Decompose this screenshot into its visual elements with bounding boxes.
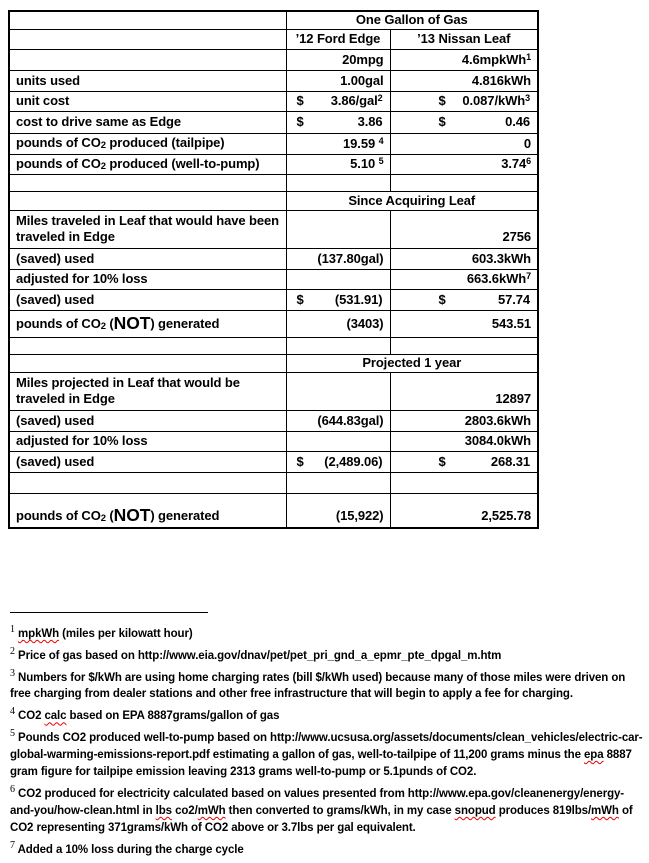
sub-text: 2 — [100, 140, 106, 152]
cell-value — [446, 114, 531, 130]
row-label — [9, 248, 286, 269]
footnote-text: then converted to grams/kWh, in my case — [225, 804, 455, 817]
table-cell — [286, 337, 390, 354]
table-cell — [286, 154, 390, 174]
footnote-5 — [10, 725, 644, 781]
cell-text: ) generated — [150, 315, 220, 331]
footnote-1 — [10, 621, 644, 643]
row-co2-not-generated — [9, 310, 538, 337]
footnote-2 — [10, 643, 644, 665]
table-cell — [390, 493, 538, 528]
footnote-text: based on EPA 8887grams/gallon of gas — [66, 710, 280, 723]
cell-text: produced (tailpipe) — [105, 135, 225, 151]
cell-text: Since Acquiring Leaf — [348, 192, 476, 208]
table-cell — [390, 49, 538, 70]
table-cell — [286, 269, 390, 289]
cell-text: 1.00gal — [340, 72, 384, 88]
comparison-table-wrap — [8, 10, 539, 529]
table-cell — [390, 451, 538, 472]
cell-text: 2803.6kWh — [464, 412, 531, 428]
sup-text: 6 — [526, 156, 531, 167]
currency-symbol: $ — [296, 93, 304, 109]
footnote-marker: 1 — [10, 624, 15, 635]
table-cell — [286, 210, 390, 248]
cell-text: Projected 1 year — [362, 355, 462, 371]
sub-text: 2 — [100, 160, 106, 172]
cell-text: 4.6mpkWh — [461, 51, 527, 67]
col-header-ford-edge — [286, 29, 390, 49]
footnote-marker: 6 — [10, 784, 15, 796]
footnote-text: Added a 10% loss during the charge cycle — [17, 843, 244, 856]
cell-text: 12897 — [495, 390, 531, 406]
table-cell — [286, 174, 390, 191]
table-cell — [286, 70, 390, 91]
cell-text: adjusted for 10% loss — [16, 433, 148, 449]
table-cell — [286, 431, 390, 451]
cell-text: 2756 — [502, 228, 531, 244]
table-cell — [286, 133, 390, 154]
table-cell — [390, 269, 538, 289]
table-cell — [390, 133, 538, 154]
section-header-since-acquiring — [286, 191, 538, 210]
row-spacer — [9, 472, 538, 493]
cell-text: (saved) used — [16, 412, 95, 428]
sup-text: 3 — [525, 93, 530, 104]
row-label — [9, 410, 286, 431]
table-cell — [390, 210, 538, 248]
row-label — [9, 451, 286, 472]
table-cell — [286, 451, 390, 472]
table-cell — [9, 29, 286, 49]
cell-text: 20mpg — [342, 51, 384, 67]
table-cell — [286, 248, 390, 269]
cell-text: ’13 Nissan Leaf — [417, 31, 511, 47]
footnote-text: 8887 gram figure for tailpipe emission leaving 2313 grams well-to-pump or 5.1punds of CO2. — [10, 749, 632, 779]
cell-text: (saved) used — [16, 250, 95, 266]
table-cell — [286, 310, 390, 337]
cell-text: Miles traveled in Leaf that would have been traveled in Edge — [16, 213, 279, 244]
row-label — [9, 111, 286, 133]
sup-text: 7 — [526, 271, 531, 282]
table-cell — [390, 174, 538, 191]
cell-text: pounds of CO — [16, 155, 101, 171]
footnote-marker: 4 — [10, 706, 15, 718]
sup-text: 5 — [378, 156, 384, 167]
row-co2-not-generated-projected — [9, 493, 538, 528]
footnote-marker: 7 — [10, 839, 15, 851]
row-spacer — [9, 174, 538, 191]
footnote-text: Price of gas based on http://www.eia.gov/dnav/pet/pet_pri_gnd_a_epmr_pte_dpgal_m.htm — [18, 649, 502, 662]
cell-text: 603.3kWh — [471, 250, 531, 266]
table-cell — [390, 472, 538, 493]
big-text: NOT — [113, 312, 151, 333]
footnote-text: (miles per kilowatt hour) — [59, 627, 193, 640]
cell-text: cost to drive same as Edge — [16, 114, 182, 130]
currency-symbol: $ — [296, 453, 304, 469]
cell-text: (15,922) — [335, 508, 384, 524]
sub-text: 2 — [100, 320, 106, 332]
cell-text: (644.83gal) — [317, 412, 384, 428]
misspelled-word: lbs — [155, 804, 172, 817]
currency-symbol: $ — [296, 291, 304, 307]
row-miles-projected — [9, 372, 538, 410]
table-cell — [390, 154, 538, 174]
cell-text: 4.816kWh — [471, 72, 531, 88]
row-header-one-gallon — [9, 11, 538, 29]
cell-text: 268.31 — [490, 453, 530, 469]
row-efficiency — [9, 49, 538, 70]
table-cell — [9, 49, 286, 70]
row-label — [9, 431, 286, 451]
cell-text: ( — [105, 315, 114, 331]
footnote-4 — [10, 703, 644, 725]
cell-text: 3084.0kWh — [464, 433, 531, 449]
cell-text: 0.087/kWh — [462, 93, 526, 109]
footnote-marker: 5 — [10, 728, 15, 740]
footnote-text: Pounds CO2 produced well-to-pump based on http://www.ucsusa.org/assets/documents/clean_vehicles/electric-car-global-warming-emissions-report.pdf estimating a gallon of gas, well-to-tailpipe of 11,200 grams minus the — [10, 732, 643, 762]
row-vehicle-names — [9, 29, 538, 49]
table-cell — [286, 493, 390, 528]
currency-symbol: $ — [438, 453, 446, 469]
table-cell — [390, 91, 538, 111]
cell-text: units used — [16, 72, 81, 88]
row-label — [9, 372, 286, 410]
cell-text: (3403) — [346, 315, 384, 331]
row-unit-cost — [9, 91, 538, 111]
footnote-text: CO2 produced for electricity calculated based on values presented from http://www.epa.gov/cleanenergy/energy-and-you/how-clean.html in — [10, 787, 625, 817]
footnote-marker: 2 — [10, 645, 15, 657]
sup-text: 1 — [526, 51, 531, 62]
row-miles-traveled — [9, 210, 538, 248]
row-label — [9, 310, 286, 337]
cell-text: unit cost — [16, 93, 70, 109]
cell-text: 3.74 — [501, 156, 527, 172]
cell-text: Miles projected in Leaf that would be traveled in Edge — [16, 375, 240, 406]
table-cell — [286, 91, 390, 111]
cell-value — [446, 93, 531, 109]
cell-text: (2,489.06) — [324, 453, 383, 469]
footnote-6 — [10, 781, 644, 837]
table-cell — [390, 372, 538, 410]
section-header-one-gallon — [286, 11, 538, 29]
misspelled-word: snopud — [454, 804, 496, 817]
footnote-text: Numbers for $/kWh are using home charging rates (bill $/kWh used) because many of those miles were driven on free charging from dealer stations and other free infrastructure that will begin to apply a fee for charging. — [10, 671, 626, 701]
cell-text: (531.91) — [334, 291, 383, 307]
row-header-since-acquiring — [9, 191, 538, 210]
table-cell — [390, 310, 538, 337]
table-cell — [390, 410, 538, 431]
row-label — [9, 269, 286, 289]
row-saved-used-cost-projected — [9, 451, 538, 472]
cell-text: ) generated — [150, 507, 220, 523]
sup-text: 4 — [378, 135, 384, 146]
row-label — [9, 289, 286, 310]
cell-text: 19.59 — [343, 135, 379, 151]
table-cell — [286, 372, 390, 410]
row-saved-used-cost — [9, 289, 538, 310]
misspelled-word: mWh — [591, 804, 619, 817]
cell-text: (saved) used — [16, 291, 95, 307]
cell-value — [304, 292, 384, 308]
cell-text: 0 — [523, 135, 531, 151]
cell-text: 3.86 — [357, 114, 383, 130]
table-cell — [286, 410, 390, 431]
currency-symbol: $ — [296, 114, 304, 130]
table-cell — [9, 11, 286, 29]
currency-symbol: $ — [438, 93, 446, 109]
cell-text: 3.86/gal — [330, 93, 378, 109]
currency-symbol: $ — [438, 114, 446, 130]
cell-value — [446, 454, 531, 470]
misspelled-word: mWh — [197, 804, 226, 817]
footnote-list — [10, 621, 644, 859]
table-cell — [9, 174, 286, 191]
footnote-marker: 3 — [10, 667, 15, 679]
table-cell — [286, 289, 390, 310]
footnote-text: co2/ — [171, 804, 198, 817]
row-adjusted-loss-projected — [9, 431, 538, 451]
sub-text: 2 — [100, 512, 106, 524]
misspelled-word: calc — [44, 710, 67, 723]
table-cell — [390, 111, 538, 133]
row-label — [9, 154, 286, 174]
misspelled-word: mpkWh — [18, 627, 60, 640]
row-co2-tailpipe — [9, 133, 538, 154]
row-units-used — [9, 70, 538, 91]
footnote-separator — [10, 612, 208, 613]
table-cell — [9, 337, 286, 354]
table-cell — [390, 337, 538, 354]
footnote-3 — [10, 665, 644, 704]
table-cell — [9, 191, 286, 210]
row-cost-to-drive — [9, 111, 538, 133]
cell-text: produced (well-to-pump) — [105, 155, 260, 171]
row-label — [9, 91, 286, 111]
cell-text: pounds of CO — [16, 507, 101, 523]
misspelled-word: epa — [583, 749, 604, 762]
cell-value — [304, 454, 384, 470]
row-co2-well-to-pump — [9, 154, 538, 174]
table-cell — [9, 472, 286, 493]
cell-text: One Gallon of Gas — [355, 12, 468, 28]
cell-text: (137.80gal) — [317, 250, 384, 266]
cell-text: 543.51 — [491, 315, 531, 331]
footnote-7 — [10, 837, 644, 859]
cell-text: 663.6kWh — [466, 271, 527, 287]
big-text: NOT — [113, 504, 151, 525]
footnote-text: produces 819lbs/ — [495, 804, 592, 817]
row-label — [9, 210, 286, 248]
cell-text: (saved) used — [16, 453, 95, 469]
cell-value — [304, 114, 384, 130]
row-label — [9, 70, 286, 91]
table-cell — [390, 70, 538, 91]
cell-value — [304, 93, 384, 109]
table-cell — [390, 248, 538, 269]
table-cell — [286, 111, 390, 133]
row-header-projected — [9, 354, 538, 372]
comparison-table — [8, 10, 539, 529]
table-cell — [390, 289, 538, 310]
row-adjusted-loss — [9, 269, 538, 289]
section-header-projected — [286, 354, 538, 372]
cell-value — [446, 292, 531, 308]
table-cell — [286, 49, 390, 70]
comparison-table-body — [9, 11, 538, 528]
cell-text: 57.74 — [497, 291, 530, 307]
footnotes-section — [10, 612, 644, 859]
cell-text: ( — [105, 507, 114, 523]
row-spacer — [9, 337, 538, 354]
cell-text: pounds of CO — [16, 135, 101, 151]
footnote-text: of CO2 representing 371grams/kWh of CO2 above or 3.7lbs per gal equivalent. — [10, 804, 633, 834]
cell-text: 0.46 — [505, 114, 530, 130]
row-label — [9, 133, 286, 154]
table-cell — [286, 472, 390, 493]
sup-text: 2 — [377, 93, 383, 104]
cell-text: 2,525.78 — [481, 508, 531, 524]
cell-text: adjusted for 10% loss — [16, 271, 148, 287]
cell-text: pounds of CO — [16, 315, 101, 331]
footnote-text: CO2 — [18, 710, 45, 723]
col-header-nissan-leaf — [390, 29, 538, 49]
cell-text: ’12 Ford Edge — [295, 31, 381, 47]
table-cell — [390, 431, 538, 451]
table-cell — [9, 354, 286, 372]
row-saved-used-units — [9, 248, 538, 269]
row-label — [9, 493, 286, 528]
cell-text: 5.10 — [350, 156, 379, 172]
row-saved-used-units-projected — [9, 410, 538, 431]
currency-symbol: $ — [438, 291, 446, 307]
